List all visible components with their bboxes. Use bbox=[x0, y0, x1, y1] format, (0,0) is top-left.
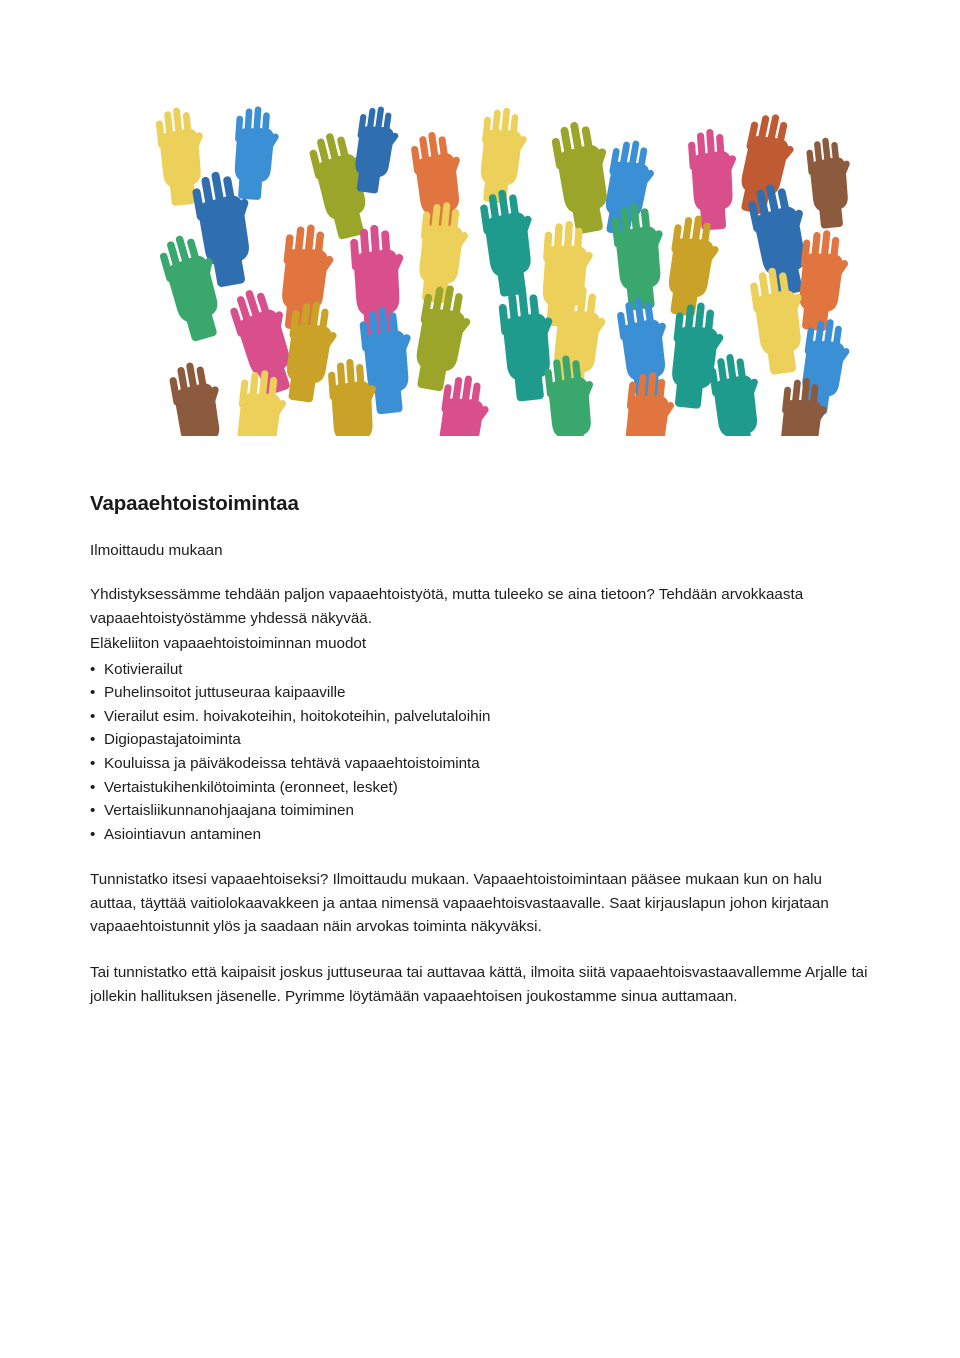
page-title: Vapaaehtoistoimintaa bbox=[90, 492, 299, 515]
list-item-label: Kouluissa ja päiväkodeissa tehtävä vapaaehtoistoiminta bbox=[104, 755, 480, 773]
list-item-label: Vierailut esim. hoivakoteihin, hoitokoteihin, palvelutaloihin bbox=[104, 707, 491, 725]
list-item-label: Kotivierailut bbox=[104, 660, 183, 678]
list-item-label: Digiopastajatoiminta bbox=[104, 731, 241, 749]
bullet-icon: • bbox=[90, 660, 96, 678]
bullet-icon: • bbox=[90, 802, 96, 820]
bullet-icon: • bbox=[90, 707, 96, 725]
hero-image-hands-collage bbox=[128, 96, 873, 436]
bullet-icon: • bbox=[90, 778, 96, 796]
document-content bbox=[90, 96, 870, 1008]
list-item bbox=[90, 658, 870, 682]
list-item bbox=[90, 776, 870, 800]
volunteer-forms-list bbox=[90, 658, 870, 847]
list-heading: Eläkeliiton vapaaehtoistoiminnan muodot bbox=[90, 635, 367, 653]
bullet-icon: • bbox=[90, 755, 96, 773]
bullet-icon: • bbox=[90, 684, 96, 702]
list-item bbox=[90, 728, 870, 752]
list-item bbox=[90, 681, 870, 705]
list-item-label: Vertaistukihenkilötoiminta (eronneet, lesket) bbox=[104, 778, 398, 796]
intro-paragraph: Yhdistyksessämme tehdään paljon vapaaehtoistyötä, mutta tuleeko se aina tietoon? Tehdään arvokkaasta vapaaehtoistyöstämme yhdessä näkyvää. bbox=[90, 586, 804, 627]
list-item bbox=[90, 752, 870, 776]
bullet-icon: • bbox=[90, 731, 96, 749]
list-item bbox=[90, 705, 870, 729]
bullet-icon: • bbox=[90, 825, 96, 843]
paragraph-request-help: Tai tunnistatko että kaipaisit joskus juttuseuraa tai auttavaa kättä, ilmoita siitä vapaaehtoisvastaavallemme Arjalle tai jollekin hallituksen jäsenelle. Pyrimme löytämään vapaaehtoisen joukostamme sinua auttamaan. bbox=[90, 963, 868, 1005]
list-item bbox=[90, 823, 870, 847]
list-item-label: Vertaisliikunnanohjaajana toimiminen bbox=[104, 802, 354, 820]
list-item-label: Puhelinsoitot juttuseuraa kaipaaville bbox=[104, 684, 346, 702]
list-item-label: Asiointiavun antaminen bbox=[104, 825, 262, 843]
page-subtitle: Ilmoittaudu mukaan bbox=[90, 541, 223, 559]
list-item bbox=[90, 799, 870, 823]
paragraph-signup: Tunnistatko itsesi vapaaehtoiseksi? Ilmoittaudu mukaan. Vapaaehtoistoimintaan pääsee mukaan kun on halu auttaa, täyttää vaitiolokaavakkeen ja antaa nimensä vapaaehtoisvastaavalle. Saat kirjauslapun johon kirjataan vapaaehtoistunnit ylös ja saadaan näin arvokas toiminta näkyväksi. bbox=[90, 871, 829, 936]
hands-illustration bbox=[128, 96, 873, 436]
